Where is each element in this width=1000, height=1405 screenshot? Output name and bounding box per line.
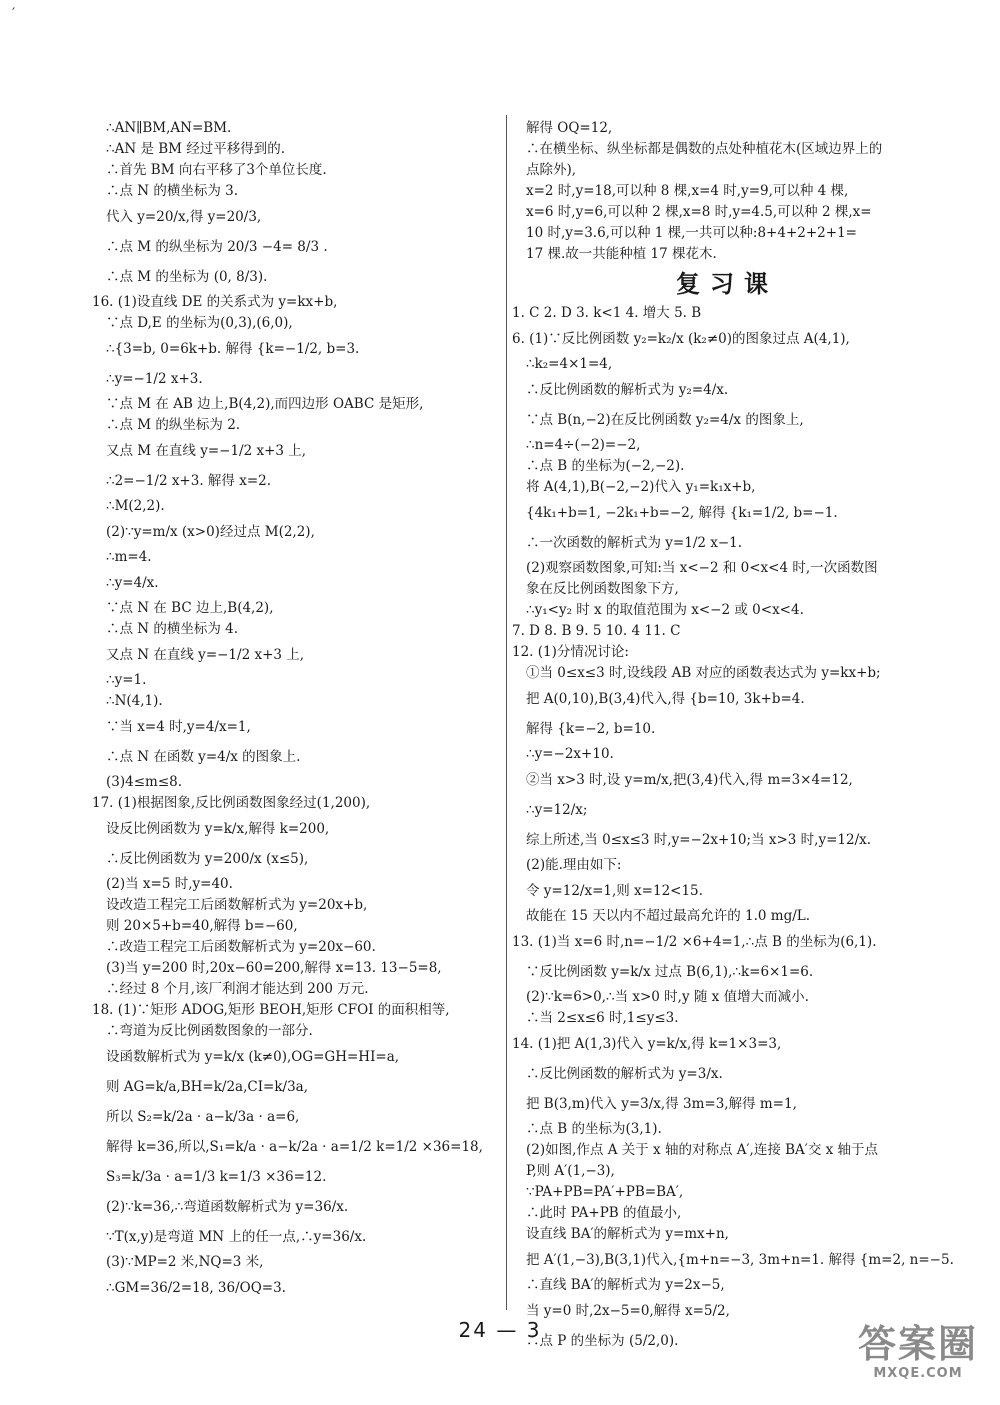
right-column-line: 13. (1)当 x=6 时,n=−1/2 ×6+4=1,∴点 B 的坐标为(6,1).	[512, 934, 877, 950]
right-column-line: 12. (1)分情况讨论:	[512, 644, 629, 660]
right-column-line: ∴此时 PA+PB 的值最小,	[526, 1205, 682, 1221]
right-column-line: (2)∵k=6>0,∴当 x>0 时,y 随 x 值增大而减小.	[526, 989, 809, 1005]
right-column-line: 把 B(3,m)代入 y=3/x,得 3m=3,解得 m=1,	[526, 1096, 797, 1112]
left-column-line: ∴y=1.	[106, 672, 147, 688]
left-column	[92, 118, 500, 1303]
left-column-line: (3)∵MP=2 米,NQ=3 米,	[106, 1254, 264, 1270]
right-column-line: 1. C 2. D 3. k<1 4. 增大 5. B	[512, 305, 702, 321]
left-column-line: (3)4≤m≤8.	[106, 774, 183, 790]
left-column-line: ∴反比例函数为 y=200/x (x≤5),	[106, 851, 309, 867]
watermark-logo	[858, 1322, 978, 1381]
column-divider	[506, 115, 507, 1310]
right-top-line: 解得 OQ=12,	[526, 120, 613, 136]
left-column-line: 设改造工程完工后函数解析式为 y=20x+b,	[106, 897, 368, 913]
right-top-line: 17 棵.故一共能种植 17 棵花木.	[526, 246, 717, 262]
left-column-line: ∴改造工程完工后函数解析式为 y=20x−60.	[106, 939, 376, 955]
left-column-line: ∵点 D,E 的坐标为(0,3),(6,0),	[106, 315, 293, 331]
left-column-line: (3)当 y=200 时,20x−60=200,解得 x=13. 13−5=8,	[106, 960, 442, 976]
right-column-line: P,则 A′(1,−3),	[526, 1163, 615, 1179]
right-column-line: ∴一次函数的解析式为 y=1/2 x−1.	[526, 535, 743, 551]
left-column-line: ∴点 M 的纵坐标为 2.	[106, 417, 241, 433]
page-number: 24 — 3	[458, 1318, 542, 1342]
right-column-line: ∴y=−2x+10.	[526, 746, 614, 762]
left-column-line: 代入 y=20/x,得 y=20/3,	[106, 209, 262, 225]
left-column-line: ∴y=4/x.	[106, 575, 159, 591]
left-column-line: ∵T(x,y)是弯道 MN 上的任一点,∴y=36/x.	[106, 1229, 367, 1245]
right-column-line: ∴y=12/x;	[526, 802, 588, 818]
right-column-line: 6. (1)∵反比例函数 y₂=k₂/x (k₂≠0)的图象过点 A(4,1),	[512, 331, 850, 347]
right-column-line: ①当 0≤x≤3 时,设线段 AB 对应的函数表达式为 y=kx+b;	[526, 665, 881, 681]
right-column-line: ∵PA+PB=PA′+PB=BA′,	[526, 1184, 684, 1200]
right-column-line: ∴点 B 的坐标为(3,1).	[526, 1121, 662, 1137]
left-column-line: ∵点 N 在 BC 边上,B(4,2),	[106, 600, 274, 616]
left-column-line: ∴m=4.	[106, 549, 152, 565]
right-column-line: 把 A(0,10),B(3,4)代入,得 {b=10, 3k+b=4.	[526, 691, 805, 707]
right-column-line: {4k₁+b=1, −2k₁+b=−2, 解得 {k₁=1/2, b=−1.	[526, 505, 838, 521]
right-column-line: (2)能.理由如下:	[526, 857, 622, 873]
right-top-line: x=2 时,y=18,可以种 8 棵,x=4 时,y=9,可以种 4 棵,	[526, 183, 849, 199]
left-column-line: 解得 k=36,所以,S₁=k/a · a−k/2a · a=1/2 k=1/2 ×36=18,	[106, 1139, 483, 1155]
right-top-line: 点除外),	[526, 162, 577, 178]
left-column-line: ∴点 N 的横坐标为 3.	[106, 183, 239, 199]
right-column-line: 象在反比例函数图象下方,	[526, 581, 679, 597]
right-column-line: ∴反比例函数的解析式为 y=3/x.	[526, 1066, 723, 1082]
right-column-line: ∵反比例函数 y=k/x 过点 B(6,1),∴k=6×1=6.	[526, 964, 814, 980]
right-column-line: ∴直线 BA′的解析式为 y=2x−5,	[526, 1277, 725, 1293]
left-column-line: ∴首先 BM 向右平移了3个单位长度.	[106, 162, 327, 178]
left-column-line: (2)当 x=5 时,y=40.	[106, 876, 233, 892]
left-column-line: 18. (1)∵矩形 ADOG,矩形 BEOH,矩形 CFOI 的面积相等,	[92, 1002, 450, 1018]
watermark-logo-text: 答案圈	[858, 1322, 979, 1366]
top-corner-mark: ′	[12, 6, 16, 22]
right-column-line: 解得 {k=−2, b=10.	[526, 721, 656, 737]
right-column-line: 7. D 8. B 9. 5 10. 4 11. C	[512, 623, 681, 639]
left-column-line: ∴GM=36/2=18, 36/OQ=3.	[106, 1280, 286, 1296]
right-column-line: ∴点 B 的坐标为(−2,−2).	[526, 458, 685, 474]
left-column-line: 则 20×5+b=40,解得 b=−60,	[106, 918, 298, 934]
right-column-line: 综上所述,当 0≤x≤3 时,y=−2x+10;当 x>3 时,y=12/x.	[526, 832, 872, 848]
right-column-line: 将 A(4,1),B(−2,−2)代入 y₁=k₁x+b,	[526, 479, 756, 495]
left-column-line: ∴点 N 的横坐标为 4.	[106, 621, 239, 637]
left-column-line: 则 AG=k/a,BH=k/2a,CI=k/3a,	[106, 1079, 308, 1095]
right-column-line: ∴反比例函数的解析式为 y₂=4/x.	[526, 382, 729, 398]
right-column-line: 当 y=0 时,2x−5=0,解得 x=5/2,	[526, 1303, 730, 1319]
left-column-line: S₃=k/3a · a=1/3 k=1/3 ×36=12.	[106, 1169, 327, 1185]
right-top-line: x=6 时,y=6,可以种 2 棵,x=8 时,y=4.5,可以种 2 棵,x=	[526, 204, 872, 220]
left-column-line: 又点 N 在直线 y=−1/2 x+3 上,	[106, 647, 305, 663]
right-column-line: ∴k₂=4×1=4,	[526, 356, 613, 372]
right-column-line: ∴n=4÷(−2)=−2,	[526, 437, 641, 453]
right-column-line: 14. (1)把 A(1,3)代入 y=k/x,得 k=1×3=3,	[512, 1036, 782, 1052]
left-column-line: (2)∵k=36,∴弯道函数解析式为 y=36/x.	[106, 1199, 349, 1215]
left-column-line: ∵点 M 在 AB 边上,B(4,2),而四边形 OABC 是矩形,	[106, 396, 424, 412]
right-column-line: 令 y=12/x=1,则 x=12<15.	[526, 883, 703, 899]
left-column-line: ∵当 x=4 时,y=4/x=1,	[106, 719, 251, 735]
right-column-line: (2)观察函数图象,可知:当 x<−2 和 0<x<4 时,一次函数图	[526, 560, 878, 576]
left-column-line: ∴点 N 在函数 y=4/x 的图象上.	[106, 749, 301, 765]
left-column-line: ∴y=−1/2 x+3.	[106, 371, 203, 387]
left-column-line: 所以 S₂=k/2a · a−k/3a · a=6,	[106, 1109, 300, 1125]
left-column-line: ∴AN 是 BM 经过平移得到的.	[106, 141, 286, 157]
left-column-line: ∴经过 8 个月,该厂利润才能达到 200 万元.	[106, 981, 369, 997]
left-column-line: ∴弯道为反比例函数图象的一部分.	[106, 1023, 313, 1039]
left-column-line: ∴{3=b, 0=6k+b. 解得 {k=−1/2, b=3.	[106, 341, 360, 357]
review-answers	[512, 303, 954, 1356]
left-column-line: ∴N(4,1).	[106, 693, 163, 709]
right-column-line: ②当 x>3 时,设 y=m/x,把(3,4)代入,得 m=3×4=12,	[526, 772, 853, 788]
left-column-line: 设函数解析式为 y=k/x (k≠0),OG=GH=HI=a,	[106, 1049, 400, 1065]
right-column-line: 把 A′(1,−3),B(3,1)代入,{m+n=−3, 3m+n=1. 解得 {m=2, n=−5.	[526, 1252, 954, 1268]
right-column-continuation	[512, 118, 942, 265]
left-column-line: ∴AN∥BM,AN=BM.	[106, 120, 232, 136]
right-top-line: ∴在横坐标、纵坐标都是偶数的点处种植花木(区域边界上的	[526, 141, 883, 157]
right-column-line: ∵点 B(n,−2)在反比例函数 y₂=4/x 的图象上,	[526, 412, 804, 428]
right-column	[512, 118, 954, 1356]
left-column-line: ∴点 M 的纵坐标为 20/3 −4= 8/3 .	[106, 239, 328, 255]
right-column-line: ∴y₁<y₂ 时 x 的取值范围为 x<−2 或 0<x<4.	[526, 602, 804, 618]
left-column-line: ∴M(2,2).	[106, 498, 165, 514]
right-column-line: 故能在 15 天以内不超过最高允许的 1.0 mg/L.	[526, 908, 811, 924]
right-column-line: ∴当 2≤x≤6 时,1≤y≤3.	[526, 1010, 679, 1026]
left-column-line: (2)∵y=m/x (x>0)经过点 M(2,2),	[106, 524, 315, 540]
watermark-site: MXQE.COM	[873, 1366, 963, 1381]
right-column-line: 设直线 BA′的解析式为 y=mx+n,	[526, 1226, 729, 1242]
right-top-line: 10 时,y=3.6,可以种 1 棵,一共可以种:8+4+2+2+1=	[526, 225, 857, 241]
left-column-line: ∴2=−1/2 x+3. 解得 x=2.	[106, 473, 272, 489]
section-title: 复习课	[676, 270, 778, 298]
left-column-line: ∴点 M 的坐标为 (0, 8/3).	[106, 269, 268, 285]
right-column-line: (2)如图,作点 A 关于 x 轴的对称点 A′,连接 BA′交 x 轴于点	[526, 1142, 879, 1158]
left-column-line: 17. (1)根据图象,反比例函数图象经过(1,200),	[92, 795, 371, 811]
right-column-line: ∴点 P 的坐标为 (5/2,0).	[526, 1333, 679, 1349]
left-column-line: 又点 M 在直线 y=−1/2 x+3 上,	[106, 443, 307, 459]
left-column-line: 设反比例函数为 y=k/x,解得 k=200,	[106, 821, 330, 837]
left-column-line: 16. (1)设直线 DE 的关系式为 y=kx+b,	[92, 294, 338, 310]
